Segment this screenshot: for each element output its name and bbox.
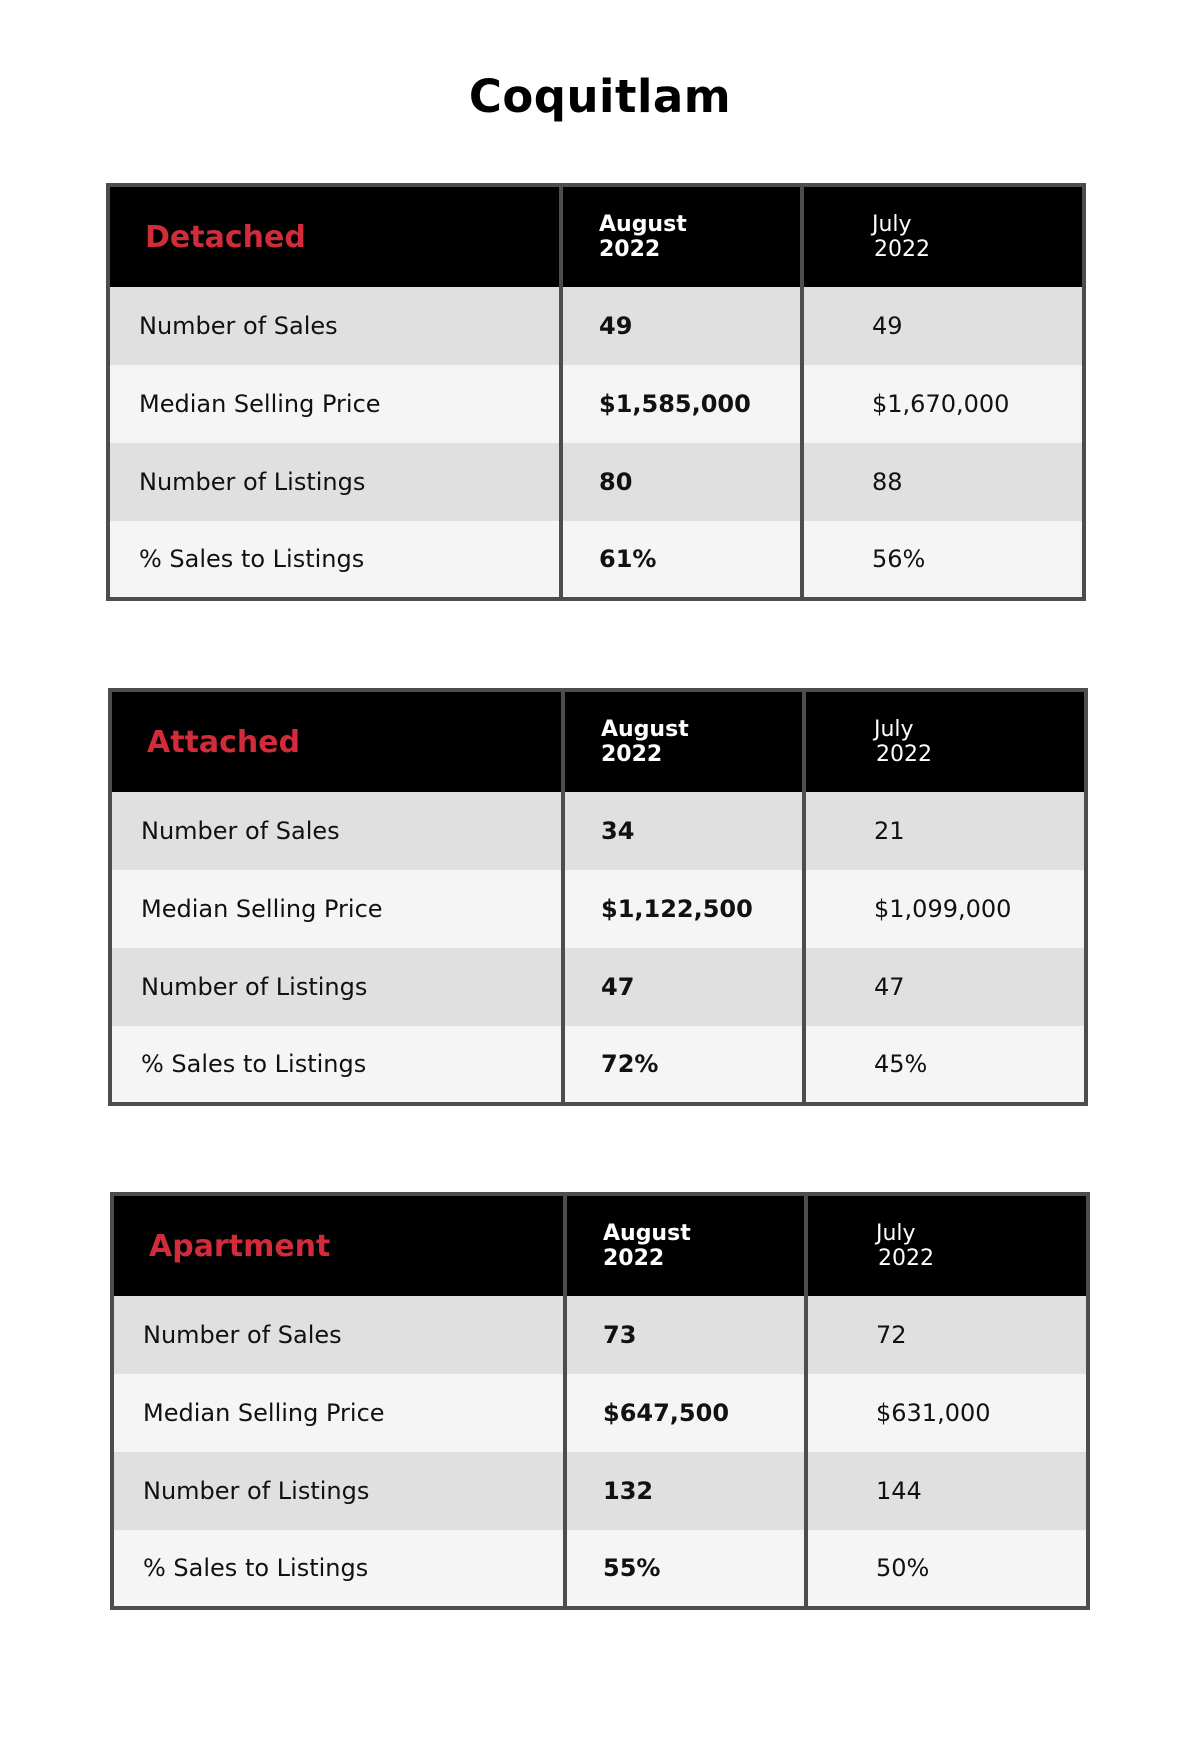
previous-value: 21 (874, 817, 905, 845)
table-row (112, 792, 1084, 870)
current-period-year: 2022 (603, 1246, 665, 1271)
previous-value: 49 (872, 312, 903, 340)
current-value: 132 (603, 1477, 654, 1505)
table-row (112, 948, 1084, 1026)
previous-value: 50% (876, 1554, 930, 1582)
current-period-month: August (603, 1221, 691, 1246)
current-period-header (567, 1196, 804, 1296)
category-label: Detached (145, 219, 306, 255)
page-title: Coquitlam (468, 70, 732, 123)
table-row (114, 1530, 1086, 1606)
metric-label: Number of Listings (139, 468, 366, 496)
metric-label: % Sales to Listings (143, 1554, 369, 1582)
column-divider (563, 1196, 567, 1606)
current-value: $1,122,500 (601, 895, 753, 923)
table-row (112, 870, 1084, 948)
current-value: 47 (601, 973, 635, 1001)
metric-label: Number of Sales (143, 1321, 342, 1349)
apartment-stats-table (110, 1192, 1090, 1610)
table-row (112, 1026, 1084, 1102)
previous-value: 144 (876, 1477, 922, 1505)
previous-period-year: 2022 (878, 1246, 934, 1271)
attached-stats-table (108, 688, 1088, 1106)
metric-label: % Sales to Listings (141, 1050, 367, 1078)
current-value: 80 (599, 468, 633, 496)
table-row (110, 287, 1082, 365)
previous-period-header (806, 692, 1084, 792)
table-row (114, 1374, 1086, 1452)
previous-period-header (804, 187, 1082, 287)
metric-label: Number of Sales (139, 312, 338, 340)
previous-value: $1,099,000 (874, 895, 1012, 923)
table-row (110, 443, 1082, 521)
metric-label: % Sales to Listings (139, 545, 365, 573)
current-period-month: August (601, 717, 689, 742)
table-row (110, 521, 1082, 597)
current-period-header (565, 692, 802, 792)
current-value: $1,585,000 (599, 390, 751, 418)
previous-value: $1,670,000 (872, 390, 1010, 418)
column-divider (561, 692, 565, 1102)
table-row (114, 1296, 1086, 1374)
table-row (110, 365, 1082, 443)
current-value: 72% (601, 1050, 659, 1078)
current-period-year: 2022 (599, 237, 661, 262)
previous-period-year: 2022 (874, 237, 930, 262)
table-header-row (114, 1196, 1086, 1296)
column-divider (804, 1196, 808, 1606)
previous-value: 72 (876, 1321, 907, 1349)
previous-value: 47 (874, 973, 905, 1001)
table-header-row (110, 187, 1082, 287)
previous-period-month: July (872, 212, 912, 237)
column-divider (802, 692, 806, 1102)
metric-label: Median Selling Price (143, 1399, 385, 1427)
current-period-header (563, 187, 800, 287)
current-value: 49 (599, 312, 633, 340)
current-value: 34 (601, 817, 635, 845)
current-period-month: August (599, 212, 687, 237)
previous-value: $631,000 (876, 1399, 991, 1427)
current-value: 73 (603, 1321, 637, 1349)
previous-value: 45% (874, 1050, 928, 1078)
current-period-year: 2022 (601, 742, 663, 767)
column-divider (800, 187, 804, 597)
metric-label: Number of Sales (141, 817, 340, 845)
current-value: $647,500 (603, 1399, 730, 1427)
current-value: 55% (603, 1554, 661, 1582)
previous-period-month: July (874, 717, 914, 742)
category-label: Attached (147, 724, 301, 760)
previous-period-header (808, 1196, 1086, 1296)
metric-label: Median Selling Price (139, 390, 381, 418)
table-row (114, 1452, 1086, 1530)
table-header-row (112, 692, 1084, 792)
column-divider (559, 187, 563, 597)
current-value: 61% (599, 545, 657, 573)
metric-label: Number of Listings (141, 973, 368, 1001)
previous-value: 88 (872, 468, 903, 496)
detached-stats-table (106, 183, 1086, 601)
previous-period-month: July (876, 1221, 916, 1246)
metric-label: Number of Listings (143, 1477, 370, 1505)
metric-label: Median Selling Price (141, 895, 383, 923)
previous-value: 56% (872, 545, 926, 573)
category-label: Apartment (149, 1228, 331, 1264)
previous-period-year: 2022 (876, 742, 932, 767)
